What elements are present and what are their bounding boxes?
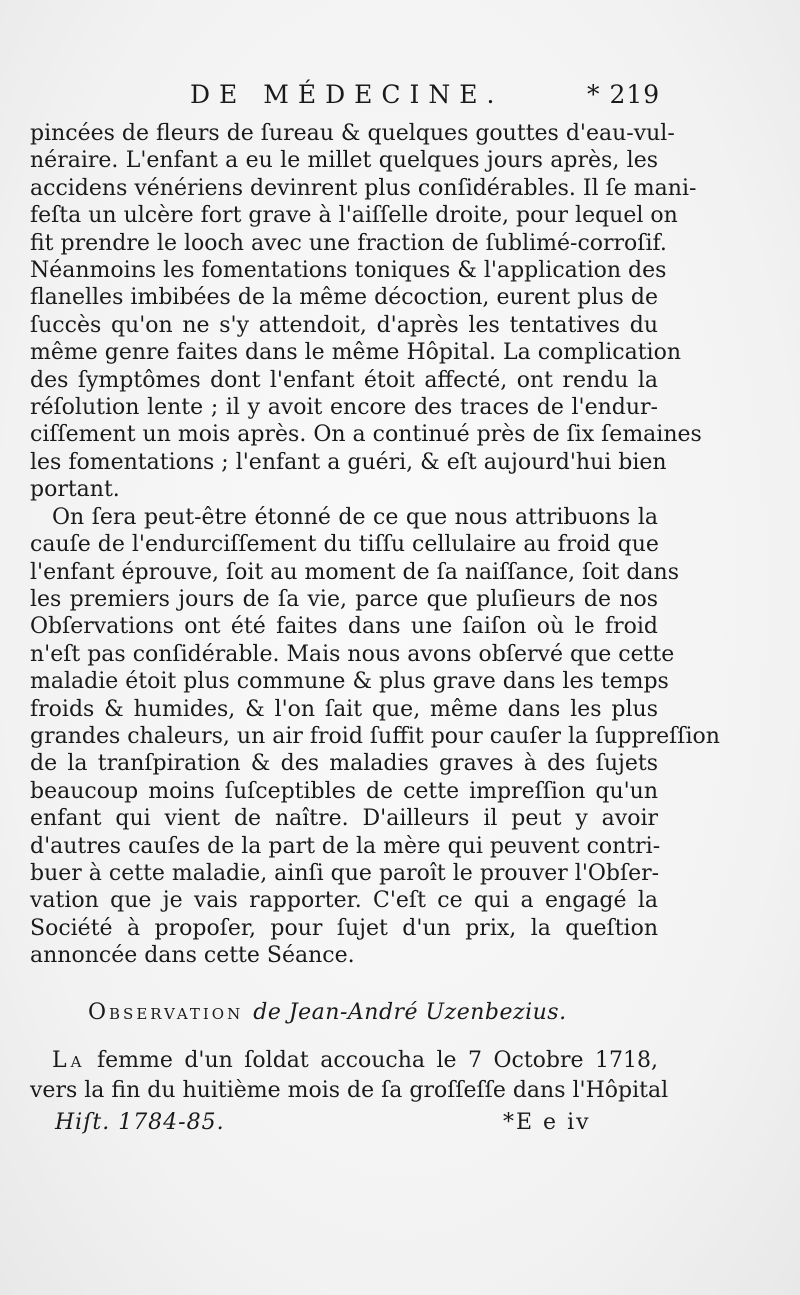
text-line: pincées de fleurs de ſureau & quelques gouttes d'eau-vul-: [30, 121, 675, 146]
text-line: Obſervations ont été faites dans une ſaiſon où le froid: [30, 614, 658, 640]
text-line: fit prendre le looch avec une fraction de ſublimé-corroſif.: [30, 230, 667, 256]
text-line: ſuccès qu'on ne s'y attendoit, d'après les tentatives du: [30, 312, 658, 338]
text-line: ciſſement un mois après. On a continué près de ſix ſemaines: [30, 422, 702, 448]
text-line: Néanmoins les fomentations toniques & l'application des: [30, 258, 667, 284]
volume-year: Hiſt. 1784-85.: [55, 1110, 225, 1135]
text-line: des ſymptômes dont l'enfant étoit affecté, ont rendu la: [30, 367, 658, 393]
drop-cap: La: [52, 1048, 86, 1073]
text-line: buer à cette maladie, ainſi que paroît le prouver l'Obſer-: [30, 860, 660, 886]
text-line: les premiers jours de ſa vie, parce que pluſieurs de nos: [30, 586, 658, 612]
paragraph-1: [30, 120, 702, 504]
text-line: Société à propoſer, pour ſujet d'un prix, la queſtion: [30, 915, 658, 941]
text-line: d'autres cauſes de la part de la mère qui peuvent contri-: [30, 833, 661, 859]
page-header: [0, 80, 800, 120]
observation-label: Observation: [88, 1000, 244, 1025]
text-line: feſta un ulcère fort grave à l'aiſſelle droite, pour lequel on: [30, 203, 678, 229]
text-line: On ſera peut-être étonné de ce que nous attribuons la: [52, 504, 658, 530]
text-line: froids & humides, & l'on ſait que, même dans les plus: [30, 696, 658, 722]
observation-heading: [88, 1000, 567, 1025]
text-line: grandes chaleurs, un air froid ſuffit pour cauſer la ſuppreſſion: [30, 723, 720, 749]
text-line: annoncée dans cette Séance.: [30, 943, 355, 969]
text-line: cauſe de l'endurciſſement du tiſſu cellulaire au froid que: [30, 532, 659, 558]
text-line-rest: femme d'un ſoldat accoucha le 7 Octobre 1718,: [96, 1048, 658, 1073]
text-line: réſolution lente ; il y avoit encore des traces de l'endur-: [30, 395, 658, 421]
observation-author: de Jean-André Uzenbezius.: [253, 1000, 567, 1025]
running-head: DE MÉDECINE.: [190, 80, 504, 109]
text-line: [30, 1046, 658, 1076]
text-line: les fomentations ; l'enfant a guéri, & eſt aujourd'hui bien: [30, 449, 667, 475]
signature-mark: *E e iv: [503, 1110, 591, 1135]
text-line: accidens vénériens devinrent plus conſidérables. Il ſe mani-: [30, 175, 697, 201]
page-number: * 219: [587, 80, 661, 109]
text-line: même genre faites dans le même Hôpital. La complication: [30, 340, 682, 366]
text-line: vers la fin du huitième mois de ſa groſſeſſe dans l'Hôpital: [30, 1078, 669, 1103]
text-line: l'enfant éprouve, ſoit au moment de ſa naiſſance, ſoit dans: [30, 559, 680, 585]
text-line: beaucoup moins ſuſceptibles de cette impreſſion qu'un: [30, 778, 658, 804]
text-line: néraire. L'enfant a eu le millet quelques jours après, les: [30, 148, 658, 174]
paragraph-2: [30, 504, 720, 970]
text-line: enfant qui vient de naître. D'ailleurs il peut y avoir: [30, 806, 658, 832]
text-line: portant.: [30, 477, 120, 503]
text-line: flanelles imbibées de la même décoction, eurent plus de: [30, 285, 658, 311]
observation-text: [30, 1046, 669, 1106]
text-line: de la tranſpiration & des maladies graves à des ſujets: [30, 751, 658, 777]
text-line: vation que je vais rapporter. C'eſt ce qui a engagé la: [30, 888, 658, 914]
body-text: [30, 120, 720, 970]
text-line: maladie étoit plus commune & plus grave dans les temps: [30, 669, 669, 695]
text-line: n'eſt pas conſidérable. Mais nous avons obſervé que cette: [30, 641, 675, 667]
